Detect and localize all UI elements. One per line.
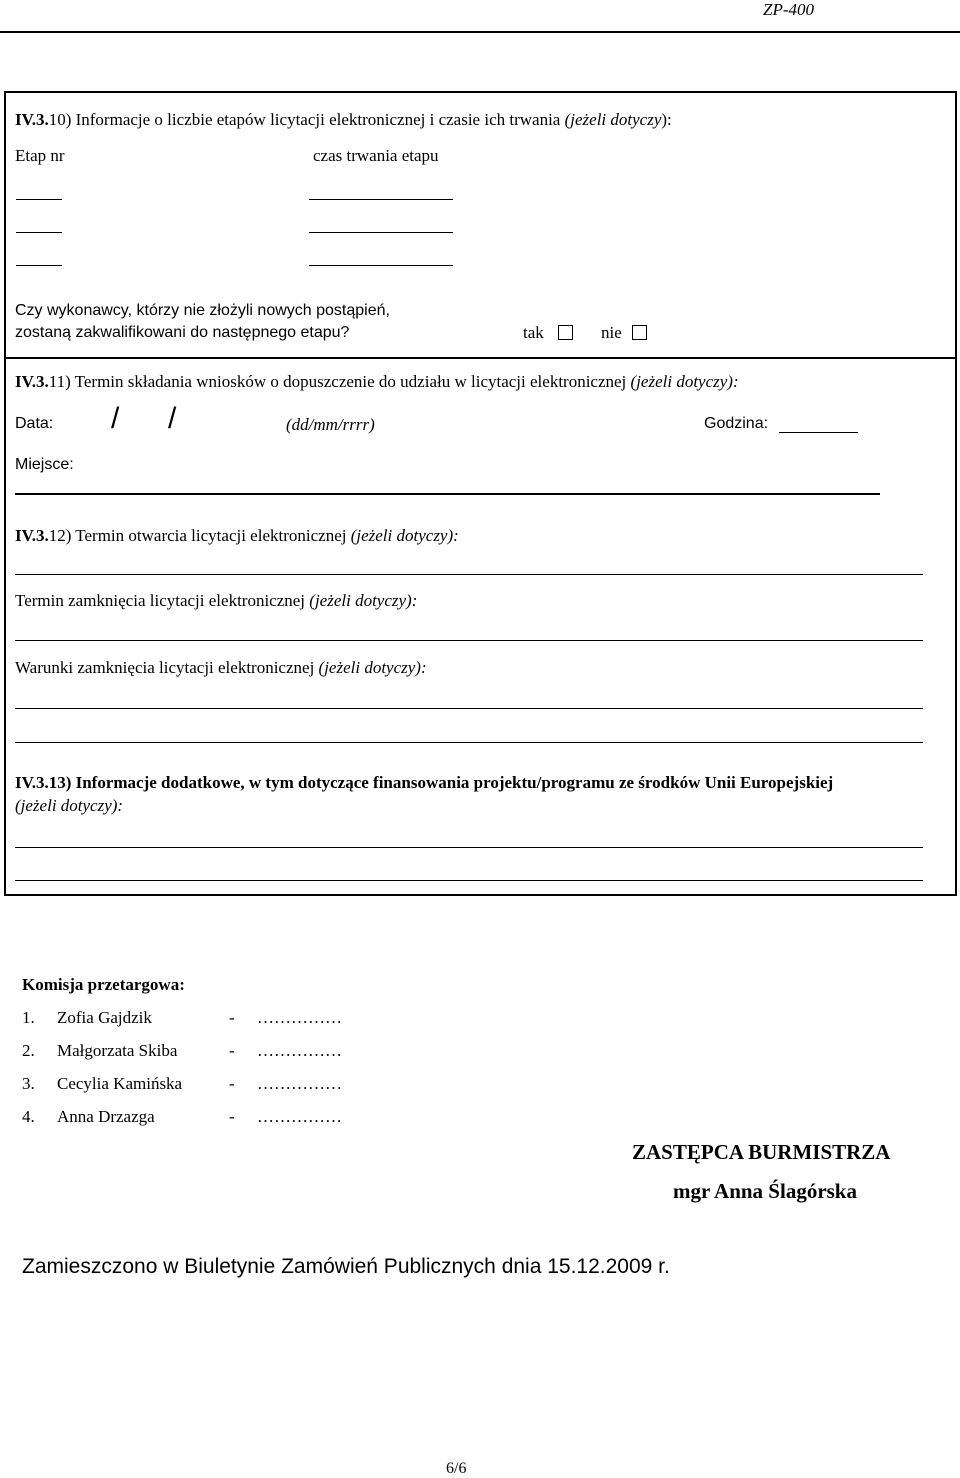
page-number: 6/6: [446, 1460, 467, 1477]
closing-conditions-field[interactable]: [15, 742, 923, 743]
stage-number-field[interactable]: [16, 265, 62, 266]
stage-duration-field[interactable]: [309, 232, 453, 233]
yes-checkbox[interactable]: [558, 325, 573, 340]
section-title: 13) Informacje dodatkowe, w tym dotyczące finansowania projektu/programu ze środków Unii Europejskiej: [48, 773, 834, 792]
member-number: 4.: [22, 1107, 35, 1126]
date-slash: /: [111, 402, 120, 435]
closing-term-label: [15, 591, 417, 611]
date-format-hint: (dd/mm/rrrr): [286, 415, 375, 434]
stage-number-field[interactable]: [16, 199, 62, 200]
committee-member: [22, 1107, 35, 1127]
section-number: IV.3.: [15, 110, 49, 129]
section-note: (jeżeli dotyczy: [564, 110, 662, 129]
closing-term-text: Termin zamknięcia licytacji elektronicznej: [15, 591, 310, 610]
member-signature-dots: ……………: [257, 1008, 342, 1027]
section-10-heading: [15, 110, 672, 130]
section-note: (jeżeli dotyczy):: [350, 526, 459, 545]
closing-term-note: (jeżeli dotyczy):: [309, 591, 418, 610]
member-name: Małgorzata Skiba: [57, 1041, 178, 1060]
committee-member: [22, 1008, 35, 1028]
section-13-heading: [15, 773, 833, 793]
member-signature-dots: ……………: [257, 1074, 342, 1093]
stage-duration-field[interactable]: [309, 199, 453, 200]
closing-conditions-note: (jeżeli dotyczy):: [318, 658, 427, 677]
member-name: Cecylia Kamińska: [57, 1074, 183, 1093]
additional-info-field[interactable]: [15, 847, 923, 848]
member-dash: -: [229, 1041, 235, 1060]
committee-heading: Komisja przetargowa:: [22, 975, 185, 994]
member-name: Zofia Gajdzik: [57, 1008, 152, 1027]
signatory-role: ZASTĘPCA BURMISTRZA: [632, 1140, 891, 1164]
member-dash: -: [229, 1074, 235, 1093]
closing-term-field[interactable]: [15, 640, 923, 641]
time-field[interactable]: [779, 432, 858, 433]
no-checkbox[interactable]: [632, 325, 647, 340]
member-number: 2.: [22, 1041, 35, 1060]
committee-member: [22, 1041, 35, 1061]
header-rule: [0, 31, 960, 33]
additional-info-field[interactable]: [15, 880, 923, 881]
place-label: Miejsce:: [15, 456, 74, 473]
member-signature-dots: ……………: [257, 1041, 342, 1060]
opening-term-field[interactable]: [15, 574, 923, 575]
member-dash: -: [229, 1107, 235, 1126]
place-field[interactable]: [15, 493, 880, 495]
committee-member: [22, 1074, 35, 1094]
closing-conditions-label: [15, 658, 427, 678]
section-divider: [4, 357, 957, 359]
member-dash: -: [229, 1008, 235, 1027]
signatory-name: mgr Anna Ślagórska: [673, 1179, 857, 1203]
member-number: 1.: [22, 1008, 35, 1027]
no-label: nie: [601, 323, 622, 342]
section-number: IV.3.: [15, 773, 49, 792]
stage-number-field[interactable]: [16, 232, 62, 233]
yes-label: tak: [523, 323, 544, 342]
closing-conditions-text: Warunki zamknięcia licytacji elektronicznej: [15, 658, 319, 677]
stage-duration-header: czas trwania etapu: [313, 146, 439, 165]
date-slash: /: [168, 402, 177, 435]
member-signature-dots: ……………: [257, 1107, 342, 1126]
member-name: Anna Drzazga: [57, 1107, 155, 1126]
member-number: 3.: [22, 1074, 35, 1093]
publication-note: Zamieszczono w Biuletynie Zamówień Publicznych dnia 15.12.2009 r.: [22, 1255, 670, 1278]
section-12-heading: [15, 526, 459, 546]
section-number: IV.3.: [15, 372, 49, 391]
section-11-heading: [15, 372, 739, 392]
section-13-note: (jeżeli dotyczy):: [15, 796, 124, 815]
section-title: 10) Informacje o liczbie etapów licytacji elektronicznej i czasie ich trwania: [48, 110, 565, 129]
section-number: IV.3.: [15, 526, 49, 545]
time-label: Godzina:: [704, 415, 769, 432]
document-code: ZP-400: [763, 0, 814, 19]
date-label: Data:: [15, 415, 54, 432]
stage-number-header: Etap nr: [15, 146, 65, 165]
section-note: (jeżeli dotyczy):: [630, 372, 739, 391]
section-note-end: ):: [661, 110, 672, 129]
requalification-question-line2: zostaną zakwalifikowani do następnego etapu?: [15, 324, 350, 341]
closing-conditions-field[interactable]: [15, 708, 923, 709]
section-title: 12) Termin otwarcia licytacji elektronicznej: [48, 526, 351, 545]
section-title: 11) Termin składania wniosków o dopuszczenie do udziału w licytacji elektronicznej: [48, 372, 631, 391]
requalification-question-line1: Czy wykonawcy, którzy nie złożyli nowych postąpień,: [15, 302, 390, 319]
stage-duration-field[interactable]: [309, 265, 453, 266]
